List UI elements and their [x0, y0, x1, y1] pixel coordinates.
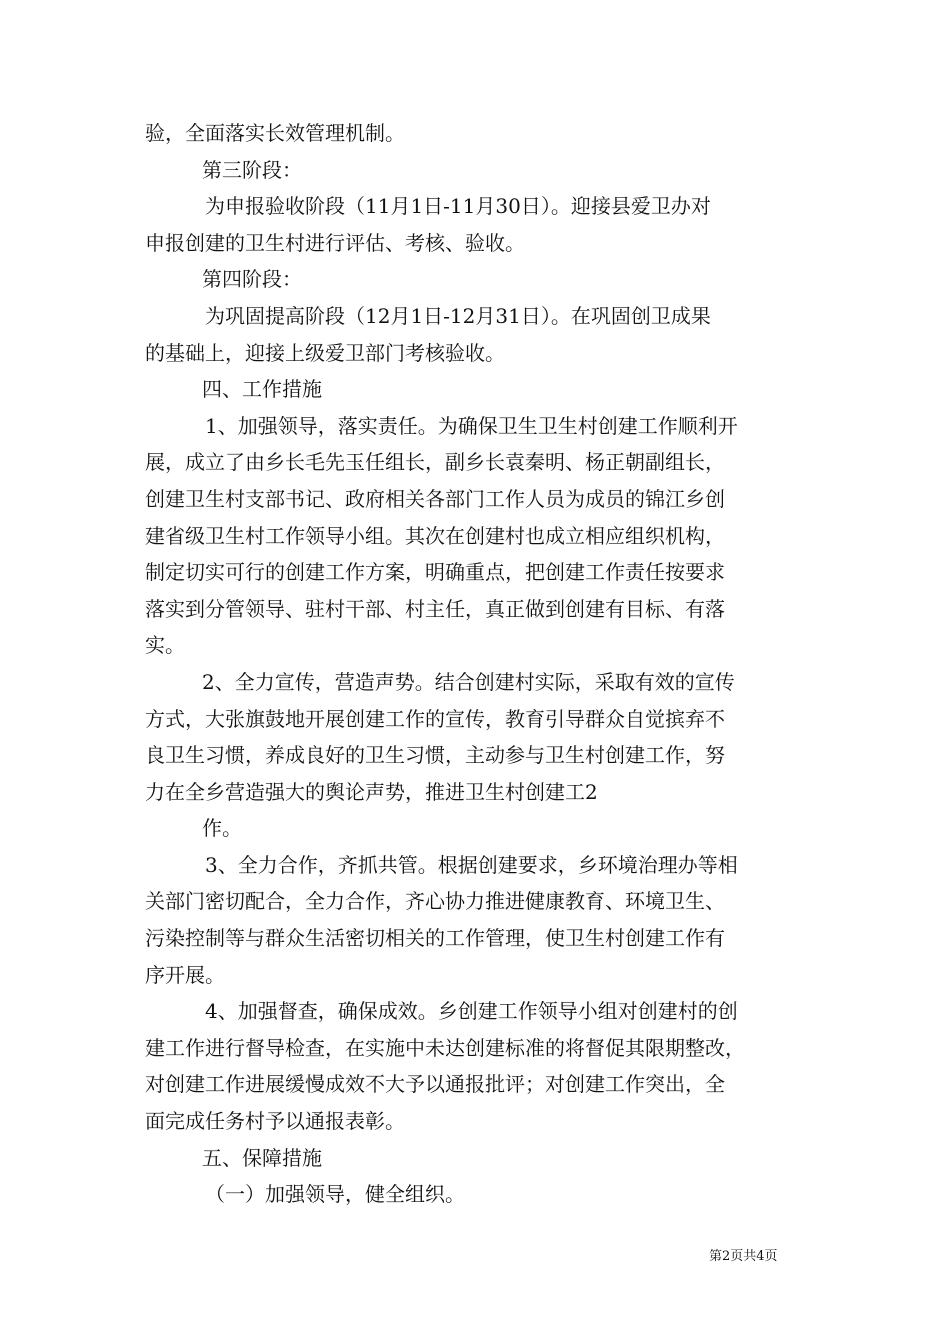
text-line: 力在全乡营造强大的舆论声势，推进卫生村创建工2 [145, 779, 598, 804]
text-line: 第三阶段： [202, 157, 302, 182]
text-line: 验，全面落实长效管理机制。 [145, 121, 405, 145]
page-number: 第2页共4页 [709, 1249, 778, 1264]
text-line: 关部门密切配合，全力合作，齐心协力推进健康教育、环境卫生、 [145, 889, 725, 914]
text-line: 的基础上，迎接上级爱卫部门考核验收。 [145, 340, 505, 365]
text-line: 面完成任务村予以通报表彰。 [145, 1109, 405, 1134]
text-line: 污染控制等与群众生活密切相关的工作管理，使卫生村创建工作有 [145, 926, 725, 951]
text-line: 方式，大张旗鼓地开展创建工作的宣传，教育引导群众自觉摈弃不 [145, 706, 725, 731]
text-line: 制定切实可行的创建工作方案，明确重点，把创建工作责任按要求 [145, 560, 725, 585]
text-line: 2、全力宣传，营造声势。结合创建村实际，采取有效的宣传 [202, 669, 735, 694]
text-line: 申报创建的卫生村进行评估、考核、验收。 [145, 230, 525, 255]
text-line: 4、加强督查，确保成效。乡创建工作领导小组对创建村的创 [205, 999, 738, 1024]
text-line: 作。 [202, 816, 242, 841]
text-line: 为巩固提高阶段（12月1日-12月31日）。在巩固创卫成果 [205, 303, 711, 328]
text-line: 实。 [145, 633, 185, 658]
text-line: 五、保障措施 [202, 1145, 322, 1170]
text-line: 对创建工作进展缓慢成效不大予以通报批评；对创建工作突出，全 [145, 1072, 725, 1097]
text-line: 四、工作措施 [202, 377, 322, 402]
text-line: （一）加强领导，健全组织。 [205, 1182, 465, 1207]
text-line: 第四阶段： [202, 267, 302, 292]
text-line: 序开展。 [145, 962, 225, 987]
text-line: 良卫生习惯，养成良好的卫生习惯，主动参与卫生村创建工作，努 [145, 743, 725, 768]
text-line: 3、全力合作，齐抓共管。根据创建要求，乡环境治理办等相 [205, 852, 738, 877]
text-line: 落实到分管领导、驻村干部、村主任，真正做到创建有目标、有落 [145, 596, 725, 621]
text-line: 创建卫生村支部书记、政府相关各部门工作人员为成员的锦江乡创 [145, 486, 725, 511]
document-body [145, 115, 815, 1213]
text-line: 展，成立了由乡长毛先玉任组长，副乡长袁秦明、杨正朝副组长， [145, 450, 725, 475]
text-line: 为申报验收阶段（11月1日-11月30日）。迎接县爱卫办对 [205, 194, 711, 219]
text-line: 建工作进行督导检查，在实施中未达创建标准的将督促其限期整改， [145, 1035, 745, 1060]
text-line: 1、加强领导，落实责任。为确保卫生卫生村创建工作顺利开 [205, 413, 738, 438]
text-line: 建省级卫生村工作领导小组。其次在创建村也成立相应组织机构， [145, 523, 725, 548]
